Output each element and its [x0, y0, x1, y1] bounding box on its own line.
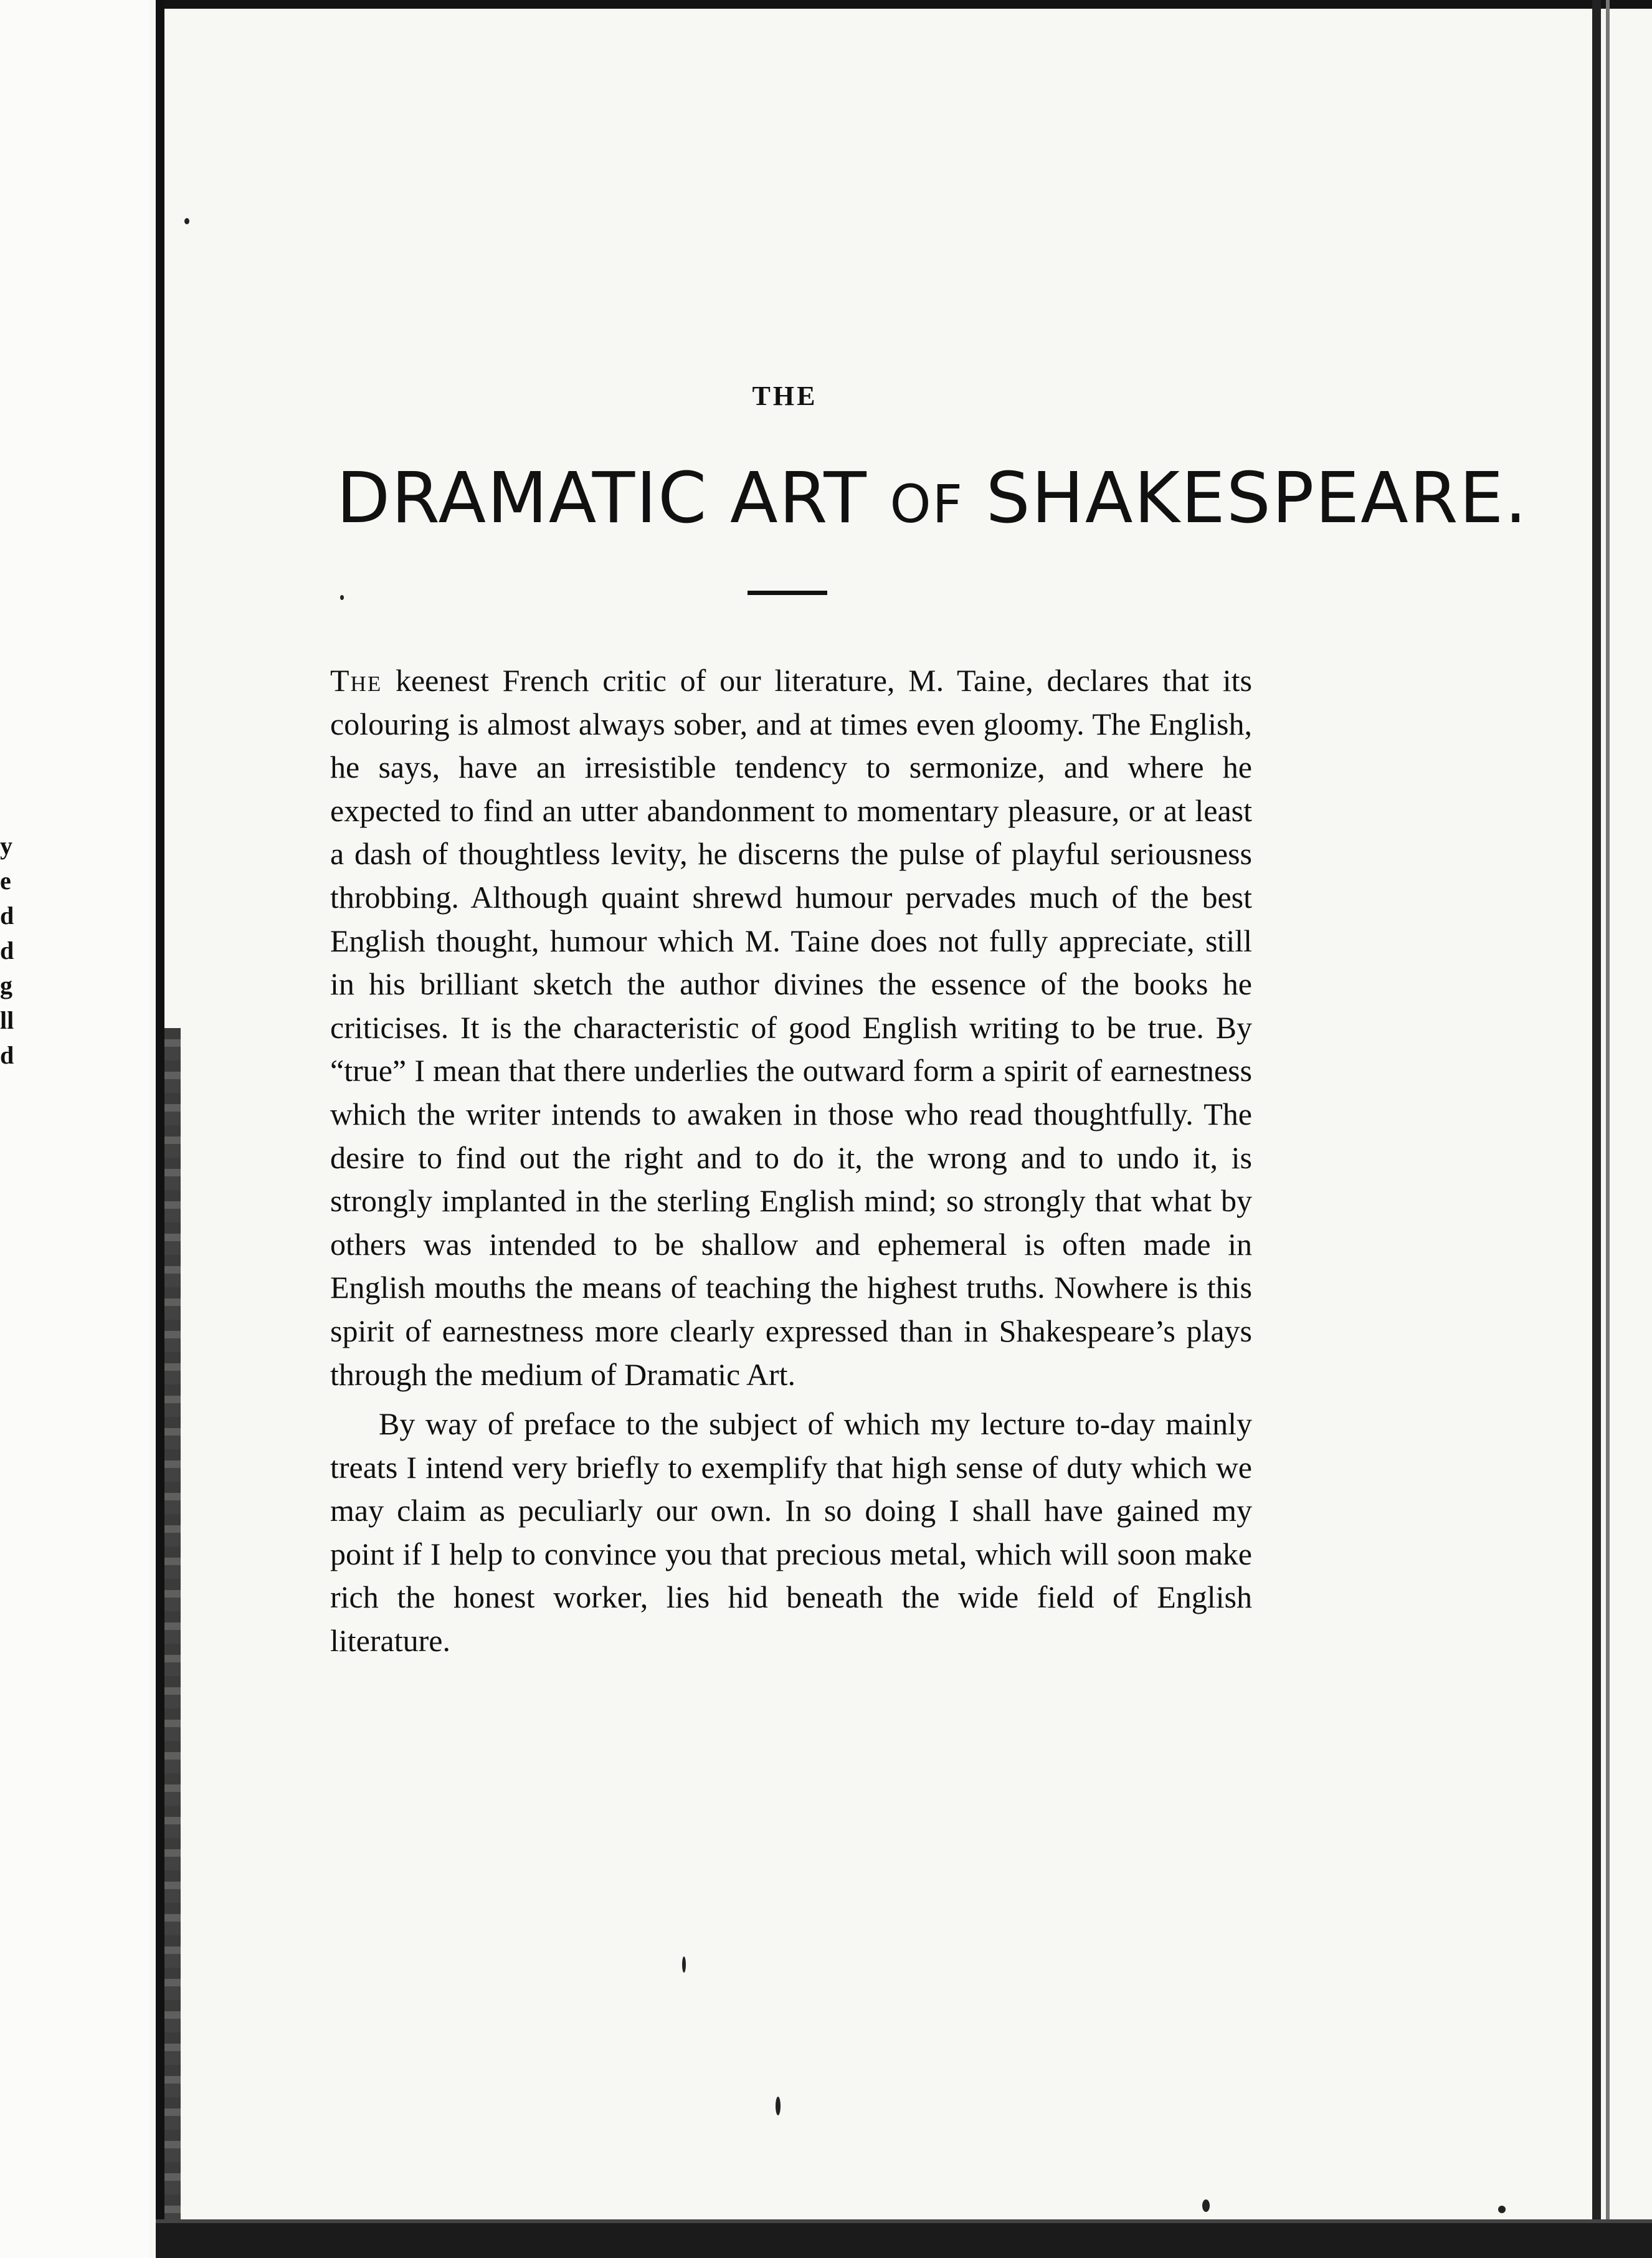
fragment: d [0, 902, 14, 930]
title-word: DRAMATIC [336, 458, 708, 539]
title-word: SHAKESPEARE. [985, 458, 1528, 539]
title-divider [748, 591, 827, 595]
gutter-shadow [164, 1028, 181, 2258]
scan-border-right-inner [1606, 0, 1610, 2258]
fragment: y [0, 832, 12, 860]
scan-border-bottom [156, 2219, 1652, 2258]
fragment: d [0, 936, 14, 965]
paragraph-1-text: keenest French critic of our literature, M. Taine, declares that its colouring is almost always sober, and at times even gloomy. The English, he says, have an irresistible tendency to sermonize, and where he expected to find an utter abandonment to momentary pleasure, or at least a dash of thoughtless levity, he discerns the pulse of playful seriousness throbbing. Although quaint shrewd humour pervades much of the best English thought, humour which M. Taine does not fully appreciate, still in his brilliant sketch the author divines the essence of the books he criticises. It is the characteristic of good English writing to be true. By “true” I mean that there underlies the outward form a spirit of earnestness which the writer intends to awaken in those who read thoughtfully. The desire to find out the right and to do it, the wrong and to undo it, is strongly implanted in the sterling English mind; so strongly that what by others was intended to be shallow and ephemeral is often made in English mouths the means of teaching the highest truths. Nowhere is this spirit of earnestness more clearly expressed than in Shakespeare’s plays through the medium of Dramatic Art. [330, 663, 1253, 1392]
scan-speck [184, 218, 189, 224]
title-word: OF [890, 474, 964, 535]
scan-speck [1498, 2206, 1506, 2213]
paragraph-2: By way of preface to the subject of which my lecture to-day mainly treats I intend very briefly to exemplify that high sense of duty which we may claim as peculiarly our own. In so doing I shall have gained my point if I help to convince you that precious metal, which will soon make rich the honest worker, lies hid beneath the wide field of English literature. [330, 1406, 1252, 1659]
fragment: ll [0, 1006, 14, 1034]
article-body [330, 659, 1252, 1663]
fragment: e [0, 867, 11, 895]
fragment: d [0, 1041, 14, 1069]
scan-speck [682, 1956, 686, 1973]
paragraph-1 [330, 659, 1252, 1396]
title-word: ART [730, 458, 868, 539]
lead-word: The [330, 663, 382, 698]
facing-page-text-fragments [0, 829, 25, 1073]
heading-the: THE [752, 381, 818, 411]
scan-border-right [1592, 0, 1601, 2258]
facing-page-margin [0, 0, 150, 2258]
scan-border-top [156, 0, 1652, 9]
fragment: g [0, 971, 12, 999]
page-title [336, 458, 1528, 539]
scan-speck [1202, 2199, 1210, 2212]
scan-speck [340, 595, 344, 600]
book-gutter [156, 0, 164, 2258]
scan-speck [776, 2097, 781, 2115]
